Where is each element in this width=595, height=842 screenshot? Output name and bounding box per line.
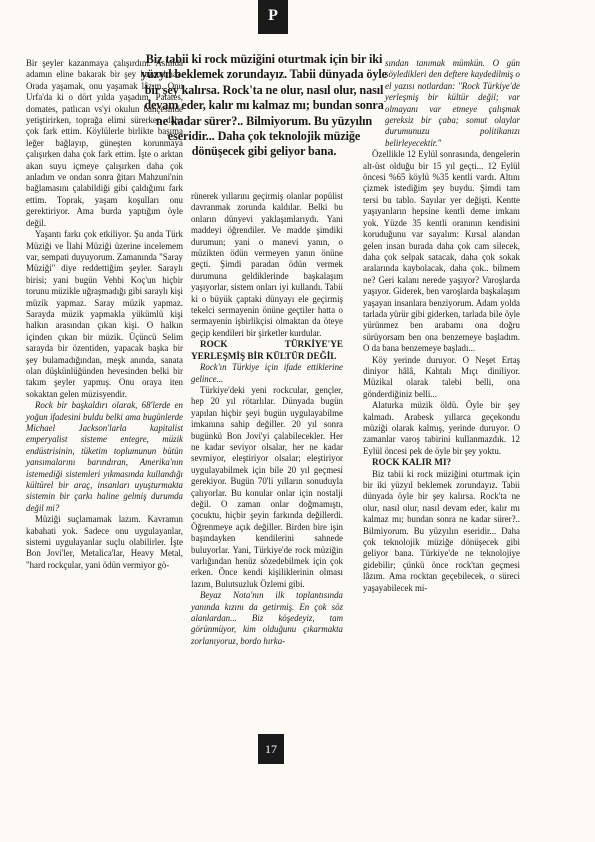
col2-paragraph-1: rünerek yıllarını geçirmiş olanlar popülist davranmak zorunda kaldılar. Belki bu onların dünyevi yaklaşımlarıydı. Yani maddeyi öğrendiler. Ve madde şimdiki durumun; yani o manevi yanın, o müzikten ödün vermeyen yanın önüne geçti. Şimdi paradan ödün vermek durumuna geldiklerinde başkalaşım yaşıyorlar, sistem onları iyi kullandı. Tabii ki o büyük çaptaki dünyayı ele geçirmiş tekelci sermayenin önüne geçtiler hatta o sermayenin işbirlikçisi olmaktan da öteye geçip kendileri bir şirketler kurdular. <box>191 191 343 338</box>
col2-italic-note: Beyaz Nota'nın ilk toplantısında yanında kızını da getirmiş. En çok söz alanlardan... Biz köşedeyiz, tam görünmüyor, kim olduğunu çıkarmakta zorlanıyoruz, bordo hırka- <box>191 590 343 646</box>
col3-italic-intro: sından tanımak mümkün. O gün söyledikleri den deftere kaydedilmiş o el yazısı notlardan: "Rock Türkiye'de yerleşmiş bir kültür değil; var olmayanı var etmeye çalışmak gereksiz bir çaba; somut olaylar durumunuzu politikanızı belirleyecektir." <box>385 58 520 148</box>
section-letter-tab: P <box>258 0 288 34</box>
col2-paragraph-2: Türkiye'deki yeni rockcular, gençler, hep 20 yıl rötarlılar. Dünyada bugün yapılan hiçbir şeyi bugün uygulayabilme imkanına sahip değiller. 20 yıl sonra bugünkü Bon Jovi'yi çalabilecekler. Her ne kadar seviyor olsalar, her ne kadar sevmiyor, eleştiriyor olsalar; eleştiriyor uygulayabilmek için bile 20 yıl geçmesi gerekiyor. Bugün 70'li yılların sonuduyla çalıyorlar. Bu konular onlar için nostalji değil. O zaman onlar doğmamıştı, çocuktu, hiçbir şeyin farkında değillerdi. Öğrenmeye açık değiller. Birden bire işin başındayken kendilerini sahnede buluyorlar. Yani, Türkiye'de rock müziğin varlığından henüz sözedebilmek için çok erken. Önce kendi kişiliklerinin olması lazım, Bulutsuzluk Özlemi gibi. <box>191 384 343 589</box>
col3-paragraph-4: Biz tabii ki rock müziğini oturtmak için bir iki yüzyıl beklemek zorundayız. Tabii dünyada öyle bir şey kalırsa. Rock'ta ne olur, nasıl olur, nasıl devam eder, kalır mı kalmaz mı; bundan sonra ne kadar sürer?.. Bilmiyorum. Bu yüzyılın eseridir... Daha çok teknolojik müziğe dönüşecek gibi geliyor bana. Türkiye'de ne teknolojiye gidebilir; çünkü önce rock'tan geçmesi lâzım. Ama rocktan geçebilecek, o süreci yaşayabilecek mi- <box>363 468 520 593</box>
col3-section-heading: ROCK KALIR MI? <box>372 457 452 468</box>
col1-interviewer-question: Rock bir başkaldırı olarak, 68'lerde en yoğun ifadesini buldu belki ama bugünlerde Michael Jackson'larla kapitalist emperyalist sisteme entegre, müzik endüstrisinin, tüketim toplumunun bütün yansımalarını barındıran, Amerika'nın istemediği sistemleri yıkmasında kullandığı kültürel bir araç, insanları uyuşturmakta sistemin bir çarkı haline gelmiş durumda değil mi? <box>26 400 183 513</box>
col1-paragraph-1: Bir şeyler kazanmaya çalışırdım. Aslında adamın eline bakarak bir şey kazanılmaz. Orada yaşamak, onu yaşamak lâzım. Onu Urfa'da ki o dört yılda yaşadım. Patates, domates, patlıcan vs'yi okulun bahçesinde yetiştirirken, toprağa elimi sürerken daha çok fark ettim. Köylülerle birlikte başıma leğer bağlayıp, güneşten korunmaya çalışırken daha çok fark ettim. İşte o arktan akan suyu içmeye çalışırken daha çok anladım ve ondan sonra ğitarı Mahzuni'nin bağlamasını çalabildiği gibi çaldığımı fark ettim. Toprak, yaşam koşulları onu gerektiriyor. Ama burda yaptığım öyle değil. <box>26 58 183 228</box>
page-number: 17 <box>258 734 284 764</box>
col2-section-heading: ROCK TÜRKİYE'YE YERLEŞMİŞ BİR KÜLTÜR DEĞİL <box>191 339 343 361</box>
column-1 <box>26 58 183 571</box>
col2-interviewer-question: Rock'ın Türkiye için ifade ettiklerine gelince... <box>191 362 343 384</box>
col1-paragraph-2: Yaşantı farkı çok etkiliyor. Şu anda Türk Müziği ve İlahi Müziği üzerine incelemem var, sempati duyuyorum. Zamanında "Saray Müziği" diye reddettiğim şeyler. Saraylı birisi; yani bugün Vehbi Koç'un hiçbir torunu müzikle uğraşmadığı gibi saraylı kişi müzik yapmaz. Saray müzik yapmaz. Sarayda müzik yapmakla yükümlü kişi halkın arasından çıkan kişi. O halkın içinden çıkan bir müzik. Üçüncü Selim sarayda bir özentiden, yapacak başka bir şey bulamadığından, meşk anında, sanata olan düşkünlüğünden hevesinden belki bir takım şeyler yapmış. Onu oraya iten sokaktan gelen müzisyendir. <box>26 229 184 399</box>
col3-paragraph-2: Köy yerinde duruyor. O Neşet Ertaş diniyor hâlâ, Kahtalı Mıçı diniliyor. Müzikal olarak talebi belli, ona gönderdiğiniz belli... <box>363 354 520 399</box>
column-2 <box>191 191 343 647</box>
col1-paragraph-4: Müziği suçlamamak lazım. Kavramın kabahati yok. Sadece onu uygulayanlar, sistemi uygulayanlar suçlu olabilirler. İşte Bon Jovi'ler, Metalica'lar, Heavy Metal, "hard rockçular, yani ödün vermiyor gö- <box>26 514 183 570</box>
col3-paragraph-3: Alaturka müzik öldü. Öyle bir şey kalmadı. Arabesk yıllarca geçekondu müziği olarak kalmış, yerinde duruyor. O zamanlar varoş tabirini kullanmazdık. 12 Eylül öncesi pek de öyle bir şey yoktu. <box>363 400 520 456</box>
col3-paragraph-1: Özellikle 12 Eylül sonrasında, dengelerin alt-üst olduğu bir 15 yıl geçti... 12 Eylül öncesi %65 köylü %35 kentli vardı. Altını çizmek istediğim şey buydu. Şimdi tam tersi bu tablo. Sayılar yer değişti. Kentte yaşıyanların hepsine kentli deme imkanı yok. Yüzde 35 kentli oranının kendisini koruduğunu var sayalım: Kırsal alandan gelen insan burada daha çok cam silecek, daha çok selpak satacak, daha çok sokak aralarında kaybolacak, daha çok.. bilmem ne? Geri kalanı nerede yaşıyor? Varoşlarda yaşıyor. Giderek, ben varoşlarda başkalaşım yaşayan insanlara benziyorum. Adam yolda tarlada yürür gibi giderken, tarlada bile öyle yürünmez ben arabamı ona doğru sürüyorsam ben ona benzemeye başladım. O da bana benzemeye başladı... <box>363 149 520 354</box>
pull-quote: Biz tabii ki rock müziğini oturtmak için bir iki yüzyıl beklemek zorundayız. Tabii dünyada öyle bir şey kalırsa. Rock'ta ne olur, nasıl olur, nasıl devam eder, kalır mı kalmaz mı; bundan sonra ne kadar sürer?.. Bilmiyorum. Bu yüzyılın eseridir... Daha çok teknolojik müziğe dönüşecek gibi geliyor bana. <box>141 52 387 159</box>
column-3 <box>363 58 520 594</box>
